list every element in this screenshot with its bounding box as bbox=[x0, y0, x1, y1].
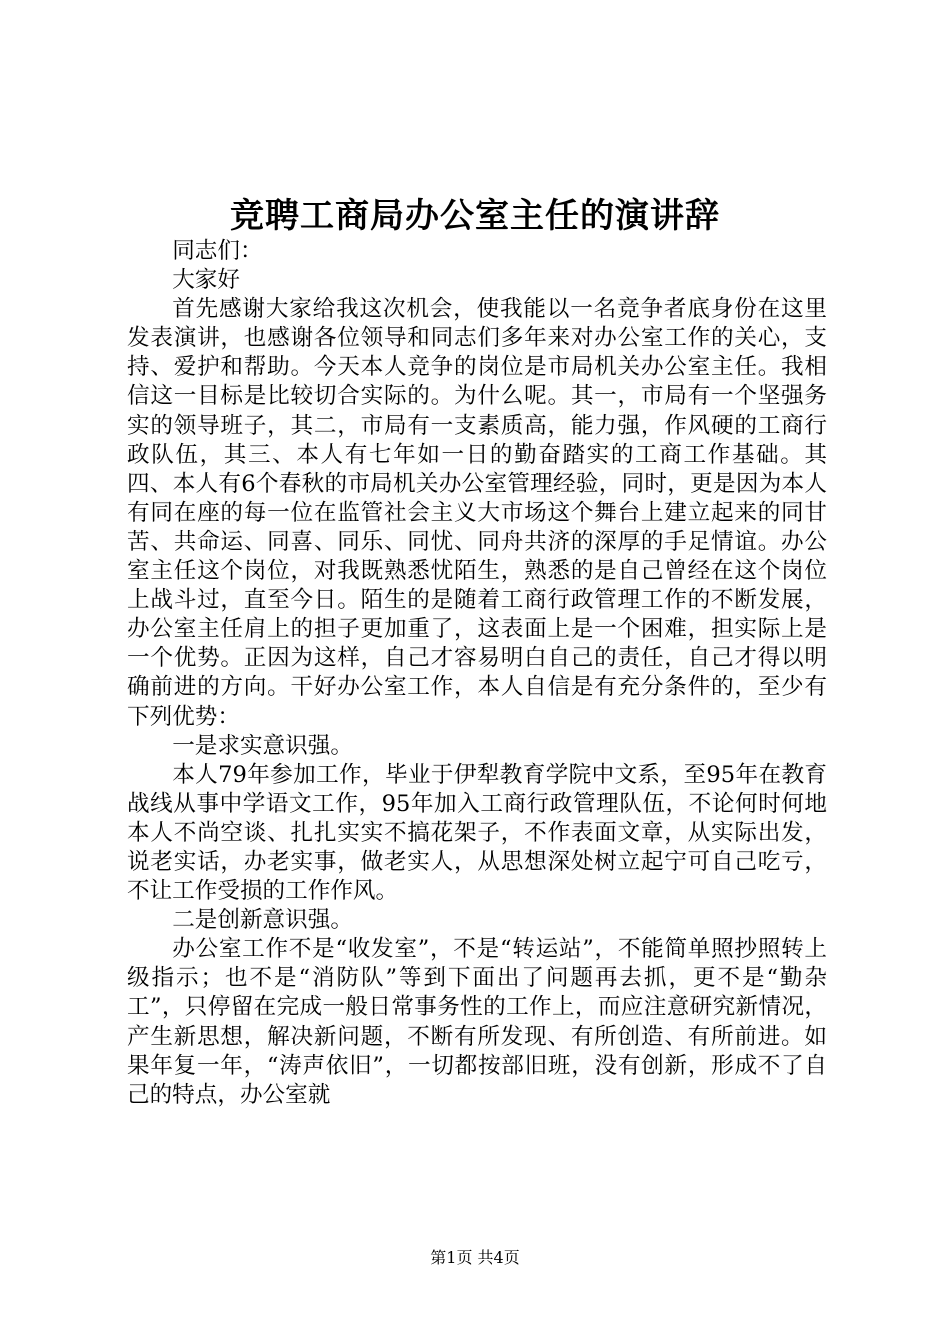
paragraph-intro: 首先感谢大家给我这次机会，使我能以一名竞争者底身份在这里发表演讲，也感谢各位领导和同志们多年来对办公室工作的关心，支持、爱护和帮助。今天本人竞争的岗位是市局机关办公室主任。我相信这一目标是比较切合实际的。为什么呢。其一，市局有一个坚强务实的领导班子，其二，市局有一支素质高，能力强，作风硬的工商行政队伍，其三、本人有七年如一日的勤奋踏实的工商工作基础。其四、本人有6个春秋的市局机关办公室管理经验，同时，更是因为本人有同在座的每一位在监管社会主义大市场这个舞台上建立起来的同甘苦、共命运、同喜、同乐、同忧、同舟共济的深厚的手足情谊。办公室主任这个岗位，对我既熟悉忧陌生，熟悉的是自己曾经在这个岗位上战斗过，直至今日。陌生的是随着工商行政管理工作的不断发展，办公室主任肩上的担子更加重了，这表面上是一个困难，担实际上是一个优势。正因为这样，自己才容易明白自己的责任，自己才得以明确前进的方向。干好办公室工作，本人自信是有充分条件的，至少有下列优势： bbox=[127, 296, 827, 730]
paragraph-body-1: 本人79年参加工作，毕业于伊犁教育学院中文系，至95年在教育战线从事中学语文工作，95年加入工商行政管理队伍，不论何时何地本人不尚空谈、扎扎实实不搞花架子，不作表面文章，从实际出发，说老实话，办老实事，做老实人，从思想深处树立起宁可自己吃亏，不让工作受损的工作作风。 bbox=[127, 761, 827, 905]
document-body bbox=[127, 237, 827, 1110]
page-footer: 第1页 共4页 bbox=[430, 1248, 520, 1267]
paragraph-heading-2: 二是创新意识强。 bbox=[172, 907, 353, 934]
paragraph-body-2: 办公室工作不是“收发室”，不是“转运站”，不能简单照抄照转上级指示；也不是“消防队”等到下面出了问题再去抓，更不是“勤杂工”，只停留在完成一般日常事务性的工作上，而应注意研究新情况，产生新思想，解决新问题，不断有所发现、有所创造、有所前进。如果年复一年，“涛声依旧”，一切都按部旧班，没有创新，形成不了自己的特点，办公室就 bbox=[127, 936, 827, 1108]
paragraph-greeting: 大家好 bbox=[172, 267, 240, 294]
paragraph-salutation: 同志们： bbox=[172, 238, 263, 264]
document-title: 竞聘工商局办公室主任的演讲辞 bbox=[230, 196, 720, 236]
paragraph-heading-1: 一是求实意识强。 bbox=[172, 732, 353, 759]
